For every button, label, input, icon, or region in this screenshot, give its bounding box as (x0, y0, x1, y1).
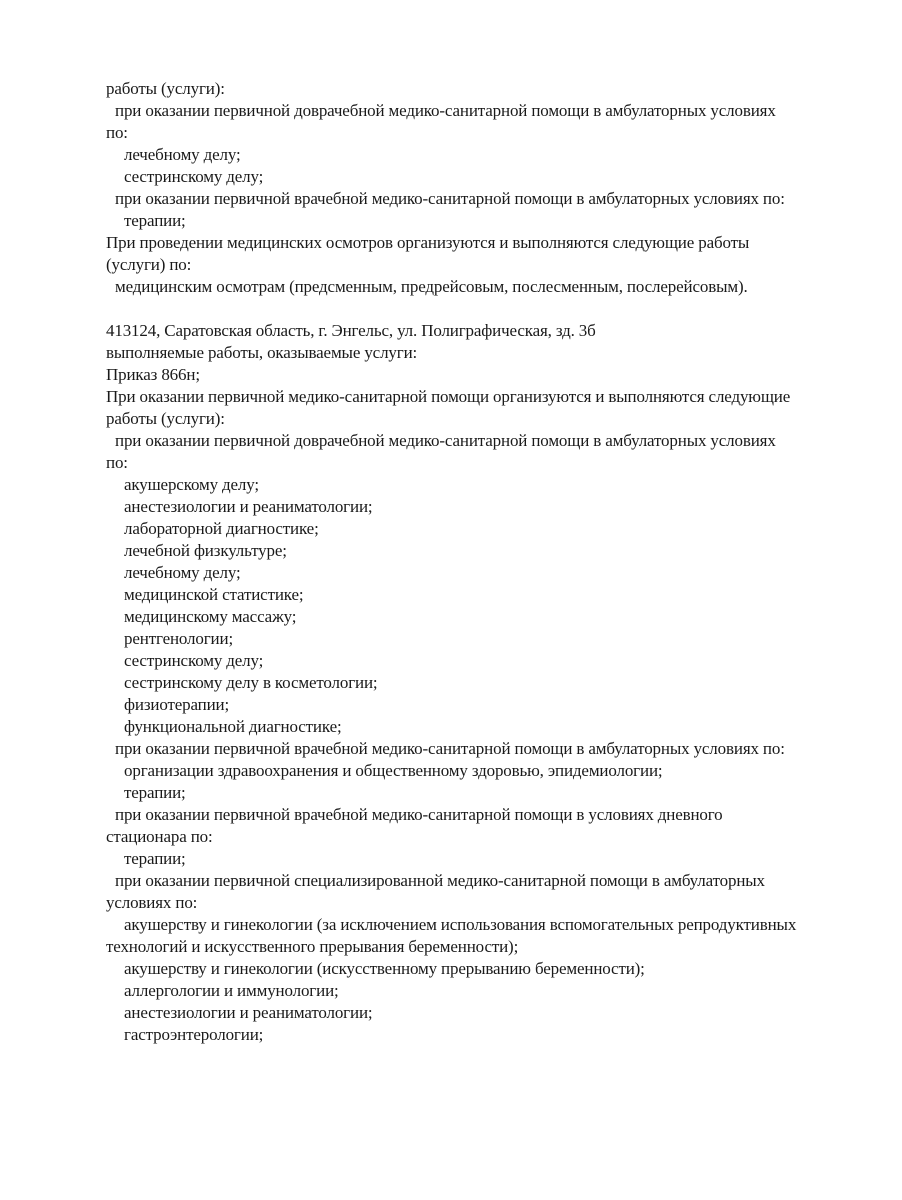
section-header: при оказании первичной врачебной медико-санитарной помощи в условиях дневного (115, 805, 723, 824)
premedical-list (106, 474, 866, 738)
list-item: сестринскому делу; (124, 651, 264, 670)
list-item: лечебному делу; (124, 145, 241, 164)
list-item: лечебной физкультуре; (124, 541, 287, 560)
section-header: по: (106, 453, 128, 472)
list-item: функциональной диагностике; (124, 717, 342, 736)
works-label: выполняемые работы, оказываемые услуги: (106, 343, 418, 362)
text-line: по: (106, 123, 128, 142)
text-line: При оказании первичной медико-санитарной помощи организуются и выполняются следующие (106, 387, 791, 406)
paragraph-gap (106, 298, 866, 320)
list-item: терапии; (124, 783, 186, 802)
text-line: При проведении медицинских осмотров организуются и выполняются следующие работы (106, 233, 750, 252)
list-item: медицинской статистике; (124, 585, 304, 604)
text-line: при оказании первичной врачебной медико-санитарной помощи в амбулаторных условиях по: (115, 189, 785, 208)
list-item: организации здравоохранения и общественному здоровью, эпидемиологии; (124, 761, 663, 780)
list-item: медицинскому массажу; (124, 607, 297, 626)
list-item: терапии; (124, 211, 186, 230)
section-header: при оказании первичной врачебной медико-санитарной помощи в амбулаторных условиях по: (115, 739, 785, 758)
list-item: лабораторной диагностике; (124, 519, 319, 538)
list-item: акушерству и гинекологии (искусственному прерыванию беременности); (124, 959, 645, 978)
document-page (106, 78, 866, 1046)
text-line: работы (услуги): (106, 409, 225, 428)
list-item: сестринскому делу в косметологии; (124, 673, 378, 692)
section-header: условиях по: (106, 893, 198, 912)
list-item: анестезиологии и реаниматологии; (124, 1003, 373, 1022)
text-line: (услуги) по: (106, 255, 192, 274)
section-header: при оказании первичной доврачебной медико-санитарной помощи в амбулаторных условиях (115, 431, 776, 450)
list-item: аллергологии и иммунологии; (124, 981, 339, 1000)
order-reference: Приказ 866н; (106, 365, 200, 384)
list-item: физиотерапии; (124, 695, 230, 714)
address-line: 413124, Саратовская область, г. Энгельс, ул. Полиграфическая, зд. 3б (106, 321, 596, 340)
list-item: рентгенологии; (124, 629, 234, 648)
list-item: лечебному делу; (124, 563, 241, 582)
text-line: при оказании первичной доврачебной медико-санитарной помощи в амбулаторных условиях (115, 101, 776, 120)
list-item-continuation: технологий и искусственного прерывания беременности); (106, 937, 519, 956)
list-item: акушерскому делу; (124, 475, 259, 494)
section-header: при оказании первичной специализированной медико-санитарной помощи в амбулаторных (115, 871, 765, 890)
list-item: медицинским осмотрам (предсменным, предрейсовым, послесменным, послерейсовым). (115, 277, 748, 296)
list-item: акушерству и гинекологии (за исключением использования вспомогательных репродуктивных (124, 915, 797, 934)
section-header: стационара по: (106, 827, 213, 846)
list-item: сестринскому делу; (124, 167, 264, 186)
text-line: работы (услуги): (106, 79, 225, 98)
list-item: анестезиологии и реаниматологии; (124, 497, 373, 516)
list-item: терапии; (124, 849, 186, 868)
list-item: гастроэнтерологии; (124, 1025, 264, 1044)
